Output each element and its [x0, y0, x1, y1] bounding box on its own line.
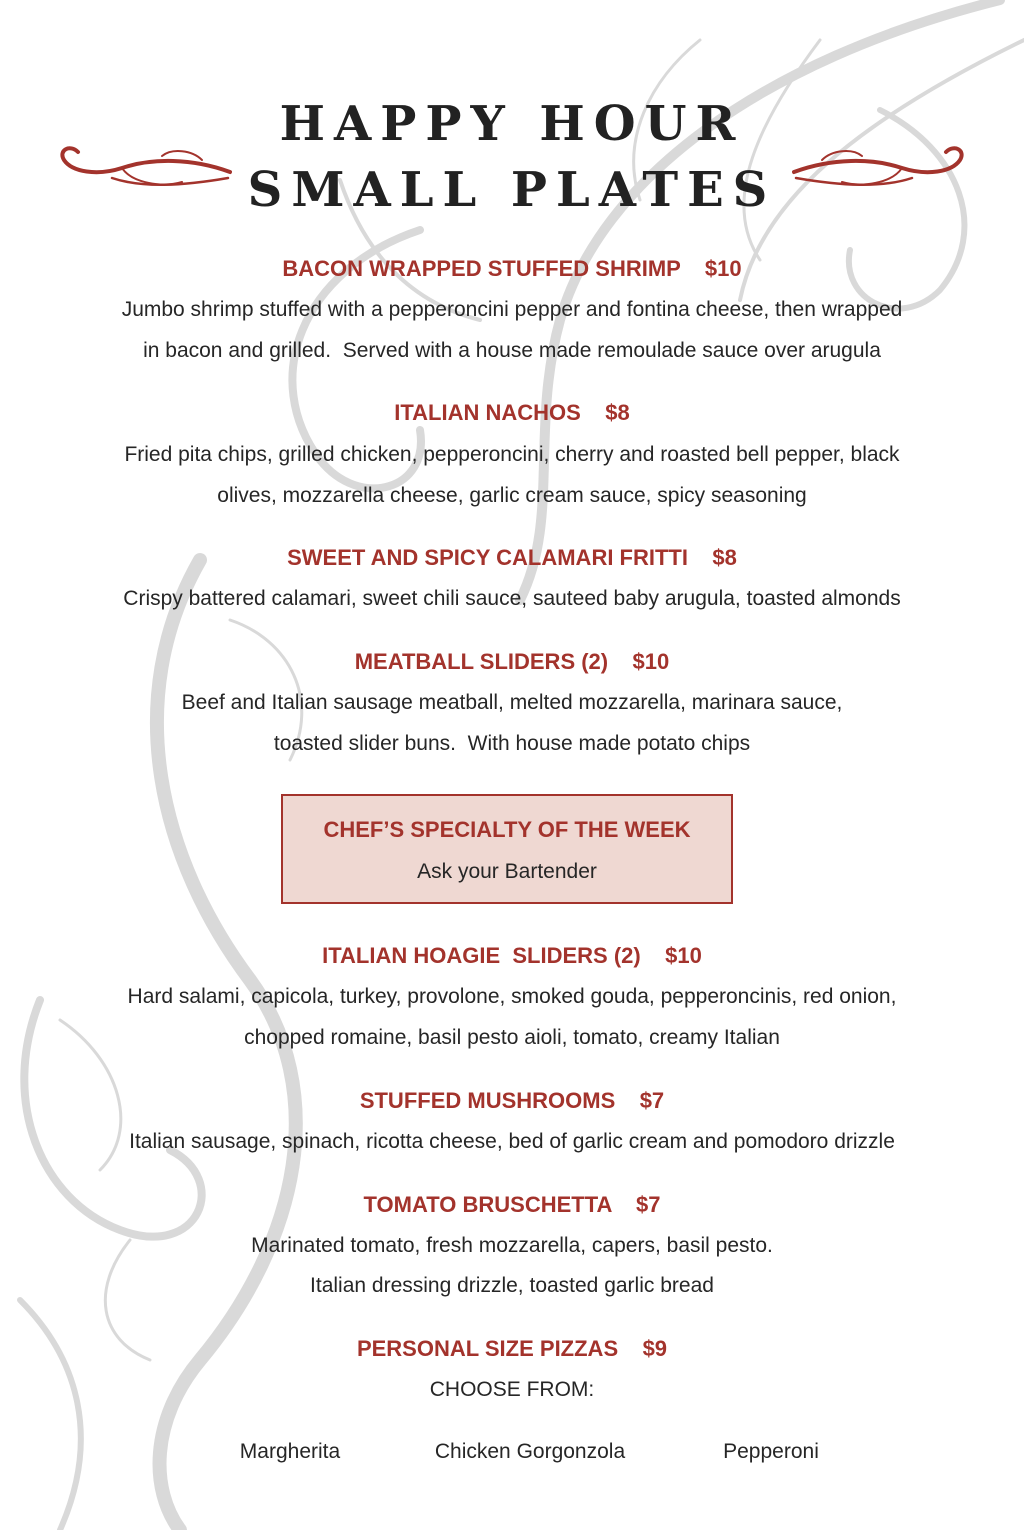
menu-item-description: CHOOSE FROM:	[429, 1378, 595, 1401]
page-title-line-1: HAPPY HOUR	[279, 96, 745, 152]
chef-specialty-title: CHEF’S SPECIALTY OF THE WEEK	[323, 817, 691, 842]
menu-item-description: olives, mozzarella cheese, garlic cream sauce, spicy seasoning	[217, 484, 807, 507]
menu-item-description: Italian dressing drizzle, toasted garlic bread	[310, 1274, 714, 1297]
menu-item-title: SWEET AND SPICY CALAMARI FRITTI $8	[287, 545, 737, 570]
chef-specialty-subtitle: Ask your Bartender	[417, 860, 597, 883]
menu-item-description: Hard salami, capicola, turkey, provolone, smoked gouda, pepperoncinis, red onion,	[127, 985, 897, 1008]
menu-item-description: Fried pita chips, grilled chicken, pepperoncini, cherry and roasted bell pepper, black	[124, 443, 900, 466]
menu-item-title: BACON WRAPPED STUFFED SHRIMP $10	[282, 256, 742, 281]
page-title-line-2: SMALL PLATES	[247, 162, 777, 218]
menu-item-title: ITALIAN NACHOS $8	[394, 400, 630, 425]
chef-specialty-box	[281, 794, 733, 904]
menu-item-description: in bacon and grilled. Served with a house made remoulade sauce over arugula	[143, 339, 881, 362]
menu-item-description: Beef and Italian sausage meatball, melted mozzarella, marinara sauce,	[181, 691, 843, 714]
menu-item-title: ITALIAN HOAGIE SLIDERS (2) $10	[322, 943, 702, 968]
menu-item-description: Italian sausage, spinach, ricotta cheese, bed of garlic cream and pomodoro drizzle	[129, 1130, 895, 1153]
menu-item-description: Marinated tomato, fresh mozzarella, capers, basil pesto.	[251, 1234, 773, 1257]
menu-item-title: TOMATO BRUSCHETTA $7	[363, 1192, 661, 1217]
right-flourish-ornament	[792, 138, 972, 200]
menu-item-description: Crispy battered calamari, sweet chili sauce, sauteed baby arugula, toasted almonds	[123, 587, 901, 610]
menu-item-title: MEATBALL SLIDERS (2) $10	[354, 649, 670, 674]
menu-item-description: toasted slider buns. With house made potato chips	[273, 732, 751, 755]
pizza-choice-margherita: Margherita	[239, 1440, 341, 1463]
menu-item-title: STUFFED MUSHROOMS $7	[359, 1088, 665, 1113]
pizza-choice-chicken-gorgonzola: Chicken Gorgonzola	[434, 1440, 626, 1463]
menu-item-description: chopped romaine, basil pesto aioli, tomato, creamy Italian	[244, 1026, 780, 1049]
pizza-choice-pepperoni: Pepperoni	[723, 1440, 819, 1463]
menu-item-title: PERSONAL SIZE PIZZAS $9	[356, 1336, 668, 1361]
menu-item-description: Jumbo shrimp stuffed with a pepperoncini pepper and fontina cheese, then wrapped	[121, 298, 903, 321]
